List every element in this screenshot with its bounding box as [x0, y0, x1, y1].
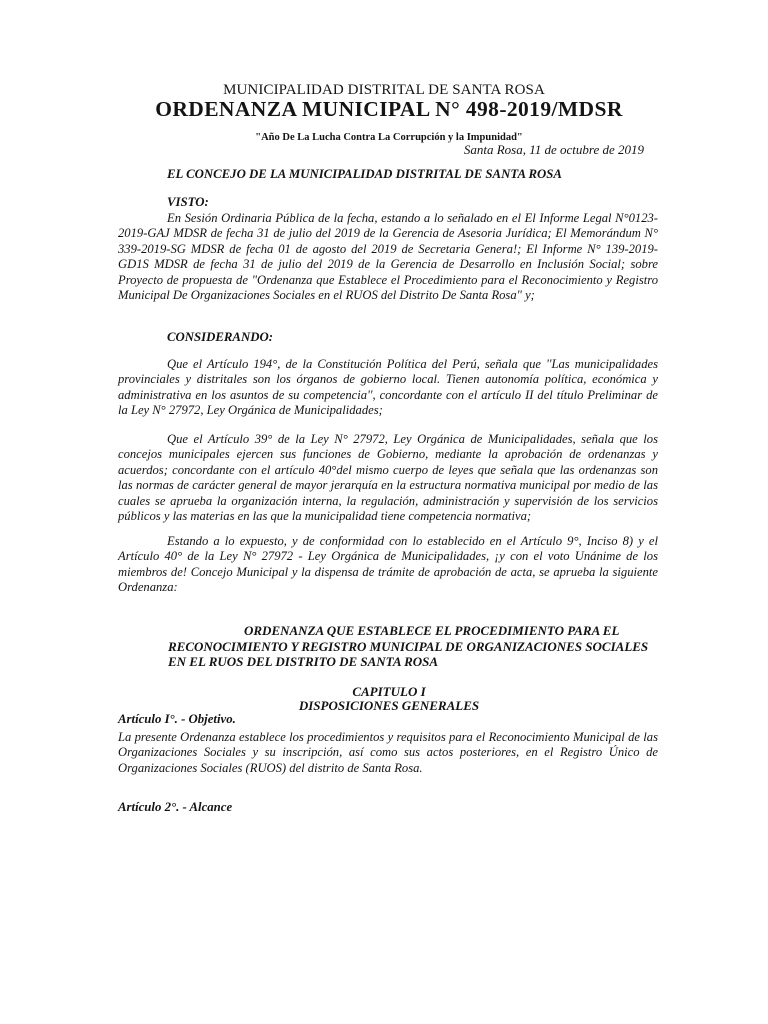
council-heading: EL CONCEJO DE LA MUNICIPALIDAD DISTRITAL DE SANTA ROSA — [167, 167, 562, 181]
article-2-title: Artículo 2°. - Alcance — [118, 800, 233, 814]
ordinance-heading: ORDENANZA QUE ESTABLECE EL PROCEDIMIENTO PARA EL RECONOCIMIENTO Y REGISTRO MUNICIPAL DE ORGANIZACIONES SOCIALES EN EL RUOS DEL DISTRITO DE SANTA ROSA — [168, 623, 649, 669]
chapter-title: DISPOSICIONES GENERALES — [298, 698, 480, 713]
visto-paragraph: En Sesión Ordinaria Pública de la fecha, estando a lo señalado en el El Informe Legal N°0123-2019-GAJ MDSR de fecha 31 de julio del 2019 de la Gerencia de Asesoria Jurídica; El Memorándum N° 339-2019-SG MDSR de fecha 01 de agosto del 2019 de Secretaria Genera!; El Informe N° 139-2019-GD1S MDSR de fecha 31 de julio del 2019 de la Gerencia de Desarrollo en Inclusión Social; sobre Proyecto de propuesta de "Ordenanza que Establece el Procedimiento para el Reconocimiento y Registro Municipal De Organizaciones Sociales en el RUOS del Distrito De Santa Rosa" y; — [118, 211, 658, 303]
article-1-paragraph: La presente Ordenanza establece los procedimientos y requisitos para el Reconocimiento Municipal de las Organizaciones Sociales y su inscripción, así como sus actos posteriores, en el Registro Único de Organizaciones Sociales (RUOS) del distrito de Santa Rosa. — [118, 730, 658, 775]
chapter-number: CAPITULO I — [352, 684, 426, 699]
municipality-name: MUNICIPALIDAD DISTRITAL DE SANTA ROSA — [223, 82, 545, 98]
considerando-label: CONSIDERANDO: — [167, 330, 273, 344]
considerando-paragraph-2: Que el Artículo 39° de la Ley N° 27972, Ley Orgánica de Municipalidades, señala que los concejos municipales ejercen sus funciones de Gobierno, mediante la aprobación de ordenanzas y acuerdos; concordante con el artículo 40°del mismo cuerpo de leyes que señala que las ordenanzas son las normas de carácter general de mayor jerarquía en la estructura normativa municipal por medio de las cuales se aprueba la organización interna, la regulación, administración y supervisión de los servicios públicos y las materias en las que la municipalidad tiene competencia normativa; — [118, 432, 658, 524]
visto-label: VISTO: — [167, 195, 209, 209]
considerando-paragraph-3: Estando a lo expuesto, y de conformidad con lo establecido en el Artículo 9°, Inciso 8) y el Artículo 40° de la Ley N° 27972 - Ley Orgánica de Municipalidades, ¡y con el voto Unánime de los miembros de! Concejo Municipal y la dispensa de trámite de aprobación de acta, se aprueba la siguiente Ordenanza: — [118, 534, 658, 595]
considerando-paragraph-1: Que el Artículo 194°, de la Constitución Política del Perú, señala que ''Las municipalidades provinciales y distritales son los órganos de gobierno local. Tienen autonomía política, económica y administrativa en los asuntos de su competencia'', concordante con el artículo II del título Preliminar de la Ley N° 27972, Ley Orgánica de Municipalidades; — [118, 357, 658, 418]
article-1-title: Artículo I°. - Objetivo. — [118, 712, 236, 726]
ordinance-title: ORDENANZA MUNICIPAL N° 498-2019/MDSR — [155, 97, 623, 121]
place-date: Santa Rosa, 11 de octubre de 2019 — [463, 142, 644, 157]
year-motto: "Año De La Lucha Contra La Corrupción y la Impunidad" — [255, 132, 523, 143]
